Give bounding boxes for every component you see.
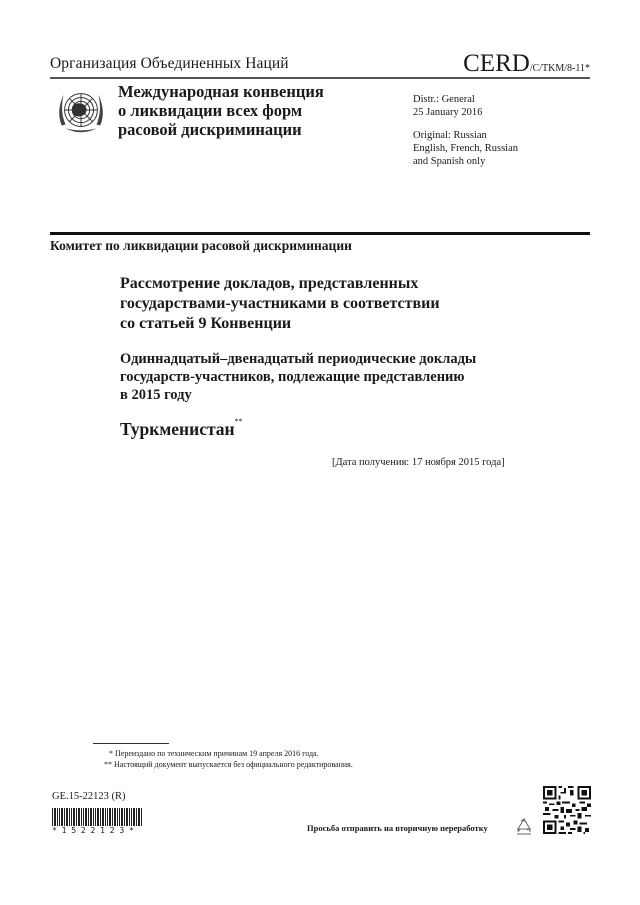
languages-line: English, French, Russian [413, 143, 518, 154]
heading-line: Одиннадцатый–двенадцатый периодические доклады [120, 351, 477, 367]
un-emblem-icon [52, 82, 110, 140]
convention-title-line: Международная конвенция [118, 82, 324, 101]
convention-title-line: о ликвидации всех форм [118, 101, 303, 120]
footnote-2: ** Настоящий документ выпускается без официального редактирования. [104, 760, 353, 769]
heading-line: государств-участников, подлежащие представлению [120, 369, 465, 385]
symbol-suffix: /C/TKM/8-11* [529, 63, 590, 74]
footnotes [104, 748, 353, 770]
document-symbol [463, 50, 590, 78]
heavy-rule [50, 232, 590, 235]
convention-title [118, 82, 324, 139]
country-heading [120, 419, 243, 440]
recycle-notice: Просьба отправить на вторичную переработку [307, 823, 488, 833]
heading-consideration [120, 274, 440, 334]
country-name: Туркменистан [120, 419, 235, 439]
issue-date: 25 January 2016 [413, 107, 483, 118]
heading-line: Рассмотрение докладов, представленных [120, 275, 419, 292]
recycle-icon [514, 817, 534, 837]
heading-line: в 2015 году [120, 387, 192, 403]
heading-line: со статьей 9 Конвенции [120, 315, 292, 332]
footnote-1: * Переиздано по техническим причинам 19 апреля 2016 года. [109, 749, 319, 758]
convention-title-line: расовой дискриминации [118, 120, 302, 139]
barcode-text: *1522123* [52, 826, 139, 835]
barcode-icon [52, 808, 142, 826]
qr-code-icon [542, 786, 592, 834]
organization-name: Организация Объединенных Наций [50, 55, 289, 72]
symbol-main: CERD [463, 50, 530, 77]
committee-name: Комитет по ликвидации расовой дискриминации [50, 238, 352, 253]
job-number: GE.15-22123 (R) [52, 791, 126, 802]
top-rule [50, 77, 590, 79]
distr-label: Distr.: General [413, 94, 475, 105]
distribution-info [413, 93, 518, 168]
footnote-rule [93, 743, 169, 744]
heading-reports [120, 350, 476, 404]
original-language: Original: Russian [413, 130, 487, 141]
languages-line: and Spanish only [413, 156, 486, 167]
date-received: [Дата получения: 17 ноября 2015 года] [332, 457, 505, 468]
heading-line: государствами-участниками в соответствии [120, 295, 440, 312]
footnote-marker: ** [234, 417, 243, 426]
